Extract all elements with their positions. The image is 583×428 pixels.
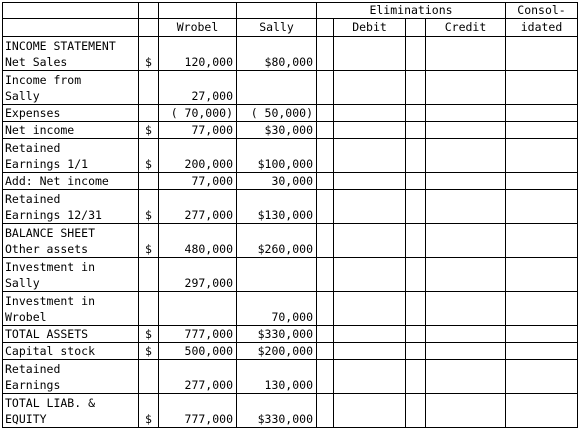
table-row — [3, 326, 578, 343]
currency-symbol-cell: $ — [139, 37, 159, 71]
header-blank-cell — [3, 19, 139, 37]
wrobel-amount-cell: 297,000 — [159, 258, 237, 292]
account-label-line1: Add: Net income — [5, 174, 109, 188]
credit-amount-cell — [426, 139, 506, 173]
wrobel-amount-cell: 200,000 — [159, 139, 237, 173]
account-label-line1: Expenses — [5, 106, 61, 120]
account-label-cell — [3, 105, 139, 122]
table-row — [3, 224, 578, 258]
wrobel-amount-cell: 500,000 — [159, 343, 237, 360]
header-blank-cell — [3, 3, 139, 19]
account-label-cell — [3, 394, 139, 428]
currency-symbol-cell: $ — [139, 326, 159, 343]
account-label-cell — [3, 292, 139, 326]
debit-amount-cell — [334, 326, 406, 343]
account-label-line2: Earnings 1/1 — [5, 157, 89, 171]
sally-amount-cell — [237, 71, 317, 105]
table-row — [3, 292, 578, 326]
debit-ref-cell — [317, 360, 334, 394]
wrobel-amount-cell: 27,000 — [159, 71, 237, 105]
account-label-line1: BALANCE SHEET — [5, 226, 96, 240]
debit-ref-cell — [317, 326, 334, 343]
currency-symbol-cell: $ — [139, 224, 159, 258]
wrobel-amount-cell: ( 70,000) — [159, 105, 237, 122]
consolidated-amount-cell — [506, 394, 578, 428]
account-label-line2: Sally — [5, 89, 40, 103]
credit-ref-cell — [406, 122, 426, 139]
consolidated-amount-cell — [506, 258, 578, 292]
account-label-cell — [3, 258, 139, 292]
table-row — [3, 360, 578, 394]
debit-amount-cell — [334, 190, 406, 224]
credit-ref-cell — [406, 360, 426, 394]
table-row — [3, 71, 578, 105]
debit-ref-cell — [317, 190, 334, 224]
account-label-line2: Earnings 12/31 — [5, 208, 102, 222]
sally-amount-cell: 130,000 — [237, 360, 317, 394]
account-label-cell — [3, 37, 139, 71]
account-label-line1: TOTAL ASSETS — [5, 327, 89, 341]
consolidated-amount-cell — [506, 71, 578, 105]
credit-ref-cell — [406, 139, 426, 173]
account-label-cell — [3, 122, 139, 139]
debit-amount-cell — [334, 173, 406, 190]
table-row — [3, 122, 578, 139]
credit-ref-cell — [406, 224, 426, 258]
wrobel-amount-cell — [159, 292, 237, 326]
debit-ref-cell — [317, 173, 334, 190]
debit-amount-cell — [334, 394, 406, 428]
debit-amount-cell — [334, 122, 406, 139]
account-label-line1: Retained — [5, 141, 61, 155]
debit-amount-cell — [334, 37, 406, 71]
table-row — [3, 105, 578, 122]
sally-amount-cell: $30,000 — [237, 122, 317, 139]
currency-symbol-cell — [139, 173, 159, 190]
sally-amount-cell: $80,000 — [237, 37, 317, 71]
account-label-line1: TOTAL LIAB. & — [5, 396, 96, 410]
debit-ref-cell — [317, 19, 334, 37]
table-row — [3, 190, 578, 224]
credit-amount-cell — [426, 343, 506, 360]
table-row — [3, 343, 578, 360]
currency-symbol-cell: $ — [139, 190, 159, 224]
credit-ref-cell — [406, 19, 426, 37]
account-label-line1: Capital stock — [5, 344, 96, 358]
credit-column-header: Credit — [426, 19, 506, 37]
currency-symbol-cell: $ — [139, 122, 159, 139]
debit-amount-cell — [334, 360, 406, 394]
consolidated-amount-cell — [506, 343, 578, 360]
debit-ref-cell — [317, 37, 334, 71]
account-label-line1: Income from — [5, 73, 82, 87]
currency-symbol-cell: $ — [139, 394, 159, 428]
debit-amount-cell — [334, 258, 406, 292]
consolidated-amount-cell — [506, 173, 578, 190]
currency-symbol-cell — [139, 258, 159, 292]
account-label-cell — [3, 326, 139, 343]
sally-amount-cell: ( 50,000) — [237, 105, 317, 122]
account-label-line2: Wrobel — [5, 310, 47, 324]
debit-amount-cell — [334, 105, 406, 122]
credit-amount-cell — [426, 37, 506, 71]
consolidated-header-line2: idated — [506, 19, 578, 37]
credit-ref-cell — [406, 343, 426, 360]
currency-symbol-cell: $ — [139, 139, 159, 173]
account-label-line2: Net Sales — [5, 55, 68, 69]
credit-ref-cell — [406, 173, 426, 190]
debit-amount-cell — [334, 343, 406, 360]
credit-amount-cell — [426, 360, 506, 394]
debit-ref-cell — [317, 343, 334, 360]
account-label-line2: Sally — [5, 276, 40, 290]
credit-ref-cell — [406, 71, 426, 105]
header-row-1 — [3, 3, 578, 19]
sally-amount-cell: $100,000 — [237, 139, 317, 173]
account-label-line1: Retained — [5, 192, 61, 206]
credit-amount-cell — [426, 105, 506, 122]
debit-column-header: Debit — [334, 19, 406, 37]
account-label-line1: Investment in — [5, 294, 96, 308]
debit-ref-cell — [317, 139, 334, 173]
account-label-line1: Retained — [5, 362, 61, 376]
credit-ref-cell — [406, 37, 426, 71]
wrobel-amount-cell: 120,000 — [159, 37, 237, 71]
credit-ref-cell — [406, 292, 426, 326]
account-label-line1: Net income — [5, 123, 75, 137]
table-row — [3, 139, 578, 173]
credit-amount-cell — [426, 224, 506, 258]
debit-ref-cell — [317, 224, 334, 258]
account-label-cell — [3, 173, 139, 190]
debit-amount-cell — [334, 224, 406, 258]
debit-amount-cell — [334, 139, 406, 173]
debit-ref-cell — [317, 105, 334, 122]
currency-symbol-cell — [139, 71, 159, 105]
debit-ref-cell — [317, 122, 334, 139]
wrobel-amount-cell: 480,000 — [159, 224, 237, 258]
sally-amount-cell: $130,000 — [237, 190, 317, 224]
credit-ref-cell — [406, 394, 426, 428]
table-row — [3, 173, 578, 190]
wrobel-amount-cell: 77,000 — [159, 173, 237, 190]
wrobel-amount-cell: 77,000 — [159, 122, 237, 139]
account-label-line1: Investment in — [5, 260, 96, 274]
header-blank-cell — [139, 3, 159, 19]
credit-amount-cell — [426, 71, 506, 105]
sally-amount-cell: 30,000 — [237, 173, 317, 190]
account-label-line2: EQUITY — [5, 412, 47, 426]
debit-ref-cell — [317, 258, 334, 292]
header-blank-cell — [237, 3, 317, 19]
consolidated-amount-cell — [506, 360, 578, 394]
currency-symbol-cell — [139, 360, 159, 394]
consolidation-worksheet-table — [2, 2, 578, 428]
wrobel-amount-cell: 277,000 — [159, 360, 237, 394]
account-label-cell — [3, 139, 139, 173]
credit-ref-cell — [406, 190, 426, 224]
consolidated-amount-cell — [506, 190, 578, 224]
credit-amount-cell — [426, 292, 506, 326]
table-row — [3, 258, 578, 292]
header-blank-cell — [159, 3, 237, 19]
consolidated-amount-cell — [506, 122, 578, 139]
credit-ref-cell — [406, 105, 426, 122]
credit-amount-cell — [426, 173, 506, 190]
wrobel-column-header: Wrobel — [159, 19, 237, 37]
consolidated-amount-cell — [506, 139, 578, 173]
account-label-line2: Earnings — [5, 378, 61, 392]
consolidated-amount-cell — [506, 326, 578, 343]
account-label-cell — [3, 343, 139, 360]
table-row — [3, 37, 578, 71]
sally-amount-cell: $330,000 — [237, 394, 317, 428]
credit-amount-cell — [426, 394, 506, 428]
credit-ref-cell — [406, 326, 426, 343]
account-label-cell — [3, 224, 139, 258]
consolidated-amount-cell — [506, 224, 578, 258]
credit-amount-cell — [426, 190, 506, 224]
consolidated-amount-cell — [506, 105, 578, 122]
debit-amount-cell — [334, 292, 406, 326]
consolidated-amount-cell — [506, 292, 578, 326]
wrobel-amount-cell: 277,000 — [159, 190, 237, 224]
sally-column-header: Sally — [237, 19, 317, 37]
account-label-cell — [3, 71, 139, 105]
account-label-line2: Other assets — [5, 242, 89, 256]
account-label-cell — [3, 360, 139, 394]
debit-amount-cell — [334, 71, 406, 105]
credit-amount-cell — [426, 122, 506, 139]
eliminations-header: Eliminations — [317, 3, 506, 19]
sally-amount-cell: $330,000 — [237, 326, 317, 343]
sally-amount-cell: $200,000 — [237, 343, 317, 360]
wrobel-amount-cell: 777,000 — [159, 394, 237, 428]
credit-ref-cell — [406, 258, 426, 292]
account-label-line1: INCOME STATEMENT — [5, 39, 116, 53]
account-label-cell — [3, 190, 139, 224]
sally-amount-cell — [237, 258, 317, 292]
consolidated-amount-cell — [506, 37, 578, 71]
credit-amount-cell — [426, 258, 506, 292]
currency-symbol-cell — [139, 292, 159, 326]
header-blank-cell — [139, 19, 159, 37]
credit-amount-cell — [426, 326, 506, 343]
debit-ref-cell — [317, 71, 334, 105]
consolidated-header-line1: Consol- — [506, 3, 578, 19]
wrobel-amount-cell: 777,000 — [159, 326, 237, 343]
header-row-2 — [3, 19, 578, 37]
currency-symbol-cell — [139, 105, 159, 122]
debit-ref-cell — [317, 292, 334, 326]
sally-amount-cell: $260,000 — [237, 224, 317, 258]
sally-amount-cell: 70,000 — [237, 292, 317, 326]
table-row — [3, 394, 578, 428]
currency-symbol-cell: $ — [139, 343, 159, 360]
debit-ref-cell — [317, 394, 334, 428]
